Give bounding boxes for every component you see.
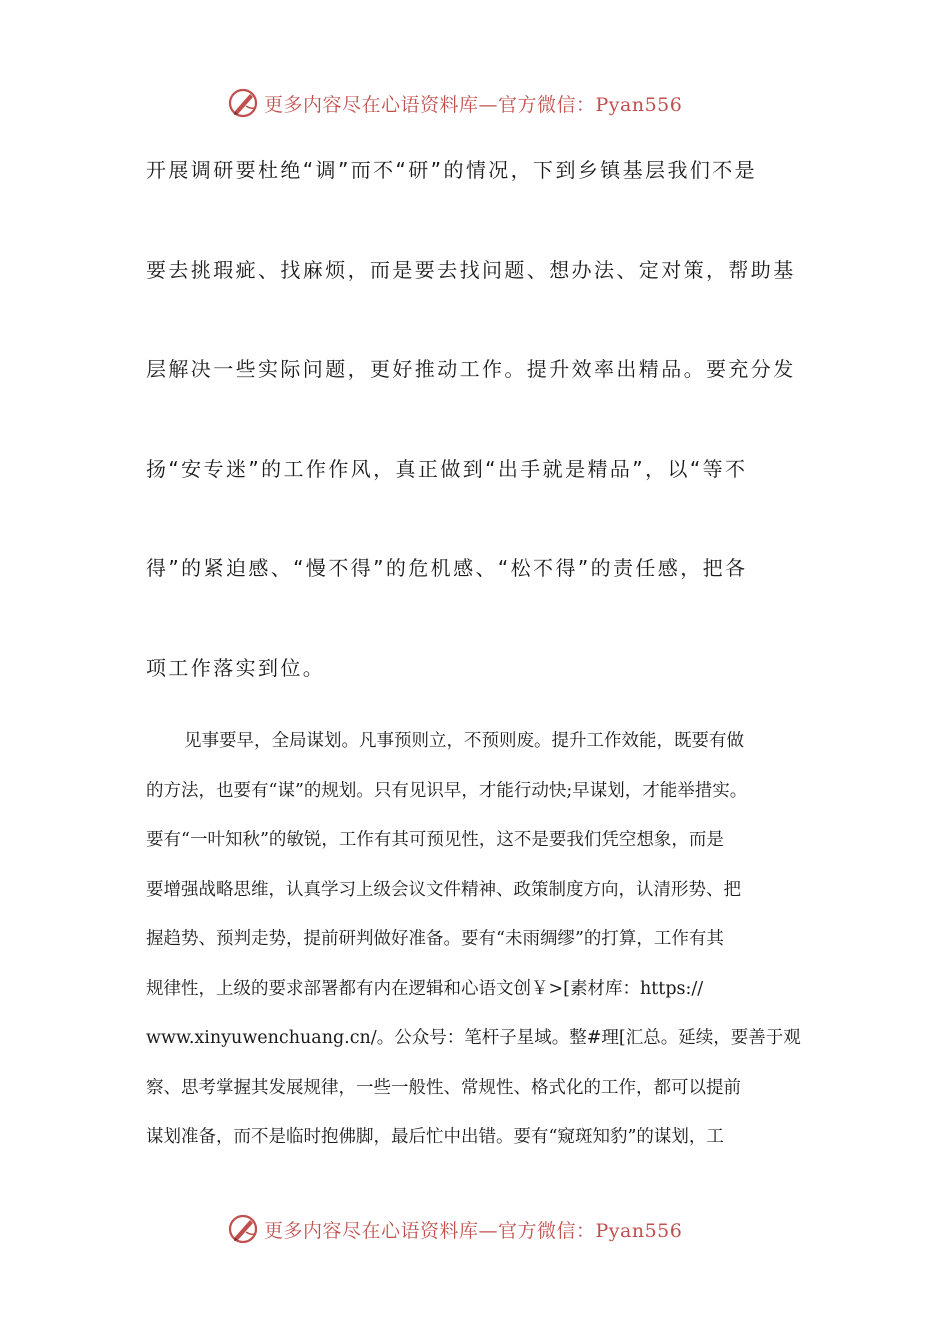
watermark-text: 更多内容尽在心语资料库—官方微信：Pyan556 bbox=[264, 1219, 683, 1242]
footer-watermark bbox=[226, 1211, 746, 1247]
paragraph-line: 规律性，上级的要求部署都有内在逻辑和心语文创￥>[素材库：https:// bbox=[146, 978, 704, 999]
pen-circle-logo-icon bbox=[226, 1212, 260, 1246]
body-line: 得”的紧迫感、“慢不得”的危机感、“松不得”的责任感，把各 bbox=[146, 556, 748, 580]
paragraph-line: 见事要早，全局谋划。凡事预则立，不预则废。提升工作效能，既要有做 bbox=[184, 731, 744, 751]
pen-circle-logo-icon bbox=[226, 86, 260, 120]
body-line: 开展调研要杜绝“调”而不“研”的情况，下到乡镇基层我们不是 bbox=[146, 158, 758, 182]
paragraph-line: 的方法，也要有“谋”的规划。只有见识早，才能行动快;早谋划，才能举措实。 bbox=[146, 780, 748, 801]
paragraph-line: 要增强战略思维，认真学习上级会议文件精神、政策制度方向，认清形势、把 bbox=[146, 879, 741, 900]
watermark-text: 更多内容尽在心语资料库—官方微信：Pyan556 bbox=[264, 93, 683, 116]
body-line: 项工作落实到位。 bbox=[146, 656, 326, 680]
paragraph-line: 察、思考掌握其发展规律，一些一般性、常规性、格式化的工作，都可以提前 bbox=[146, 1077, 741, 1098]
paragraph-line: 谋划准备，而不是临时抱佛脚，最后忙中出错。要有“窥斑知豹”的谋划，工 bbox=[146, 1127, 724, 1147]
body-line: 扬“安专迷”的工作作风，真正做到“出手就是精品”，以“等不 bbox=[146, 457, 748, 481]
header-watermark bbox=[226, 85, 746, 121]
body-line: 层解决一些实际问题，更好推动工作。提升效率出精品。要充分发 bbox=[146, 357, 796, 381]
paragraph-line: 握趋势、预判走势，提前研判做好准备。要有“未雨绸缪”的打算，工作有其 bbox=[146, 929, 724, 949]
paragraph-line: www.xinyuwenchuang.cn/。公众号：笔杆子星域。整#理[汇总。延续，要善于观 bbox=[146, 1028, 801, 1048]
body-paragraph bbox=[146, 717, 818, 1163]
body-line: 要去挑瑕疵、找麻烦，而是要去找问题、想办法、定对策，帮助基 bbox=[146, 258, 796, 282]
paragraph-line: 要有“一叶知秋”的敏锐，工作有其可预见性，这不是要我们凭空想象，而是 bbox=[146, 830, 724, 850]
